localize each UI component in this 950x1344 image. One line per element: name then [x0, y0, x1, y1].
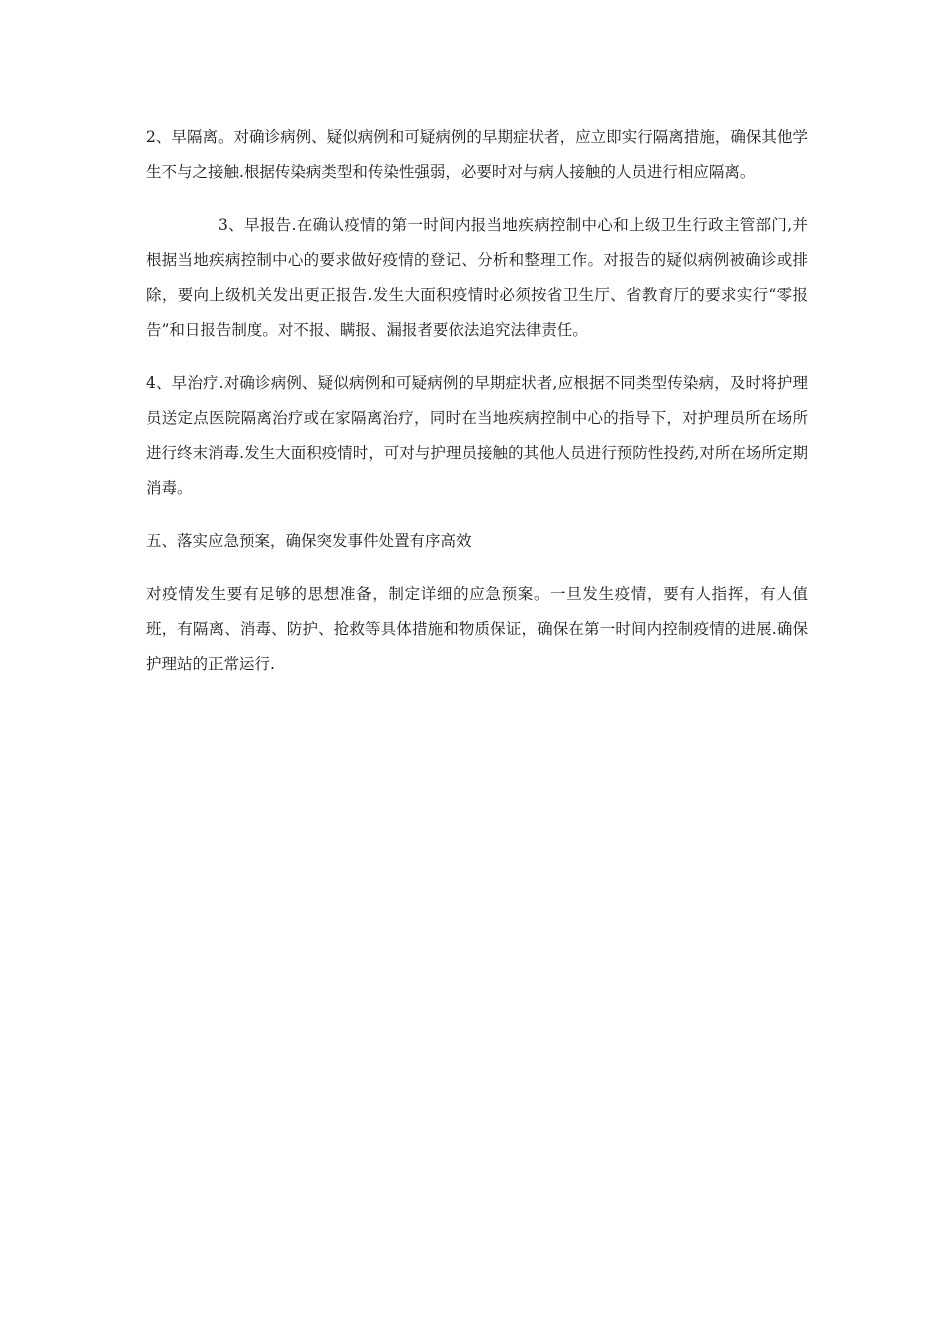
paragraph-early-isolation: 2、早隔离。对确诊病例、疑似病例和可疑病例的早期症状者，应立即实行隔离措施，确保其他学生不与之接触.根据传染病类型和传染性强弱，必要时对与病人接触的人员进行相应隔离。: [146, 128, 808, 181]
section-heading-emergency-plan: 五、落实应急预案，确保突发事件处置有序高效: [146, 532, 472, 550]
document-body: [146, 120, 808, 700]
paragraph-early-treatment: 4、早治疗.对确诊病例、疑似病例和可疑病例的早期症状者,应根据不同类型传染病，及时将护理员送定点医院隔离治疗或在家隔离治疗，同时在当地疾病控制中心的指导下，对护理员所在场所进行终末消毒.发生大面积疫情时，可对与护理员接触的其他人员进行预防性投药,对所在场所定期消毒。: [146, 374, 808, 497]
paragraph-emergency-plan: 对疫情发生要有足够的思想准备，制定详细的应急预案。一旦发生疫情，要有人指挥，有人值班，有隔离、消毒、防护、抢救等具体措施和物质保证，确保在第一时间内控制疫情的进展.确保护理站的正常运行.: [146, 585, 808, 673]
paragraph-early-report: 3、早报告.在确认疫情的第一时间内报当地疾病控制中心和上级卫生行政主管部门,并根据当地疾病控制中心的要求做好疫情的登记、分析和整理工作。对报告的疑似病例被确诊或排除，要向上级机关发出更正报告.发生大面积疫情时必须按省卫生厅、省教育厅的要求实行“零报告”和日报告制度。对不报、瞒报、漏报者要依法追究法律责任。: [146, 216, 808, 339]
